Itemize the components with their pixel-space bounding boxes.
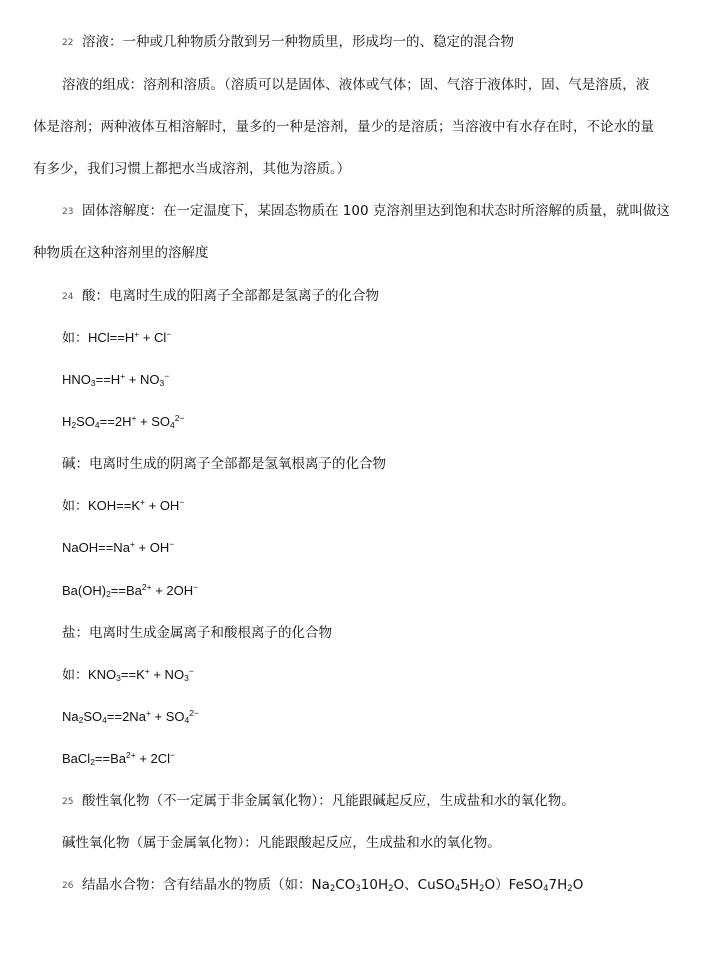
salt-equation-kno3: [62, 666, 194, 684]
subscript: 2: [329, 884, 336, 894]
equation-text: + 2Cl: [135, 751, 171, 766]
equation-text: 如：HCl==H: [62, 330, 135, 345]
equation-text: BaCl: [62, 751, 91, 766]
equation-text: + SO: [136, 414, 171, 429]
item-number: 26: [62, 881, 74, 891]
equation-text: SO: [76, 414, 95, 429]
solution-composition-line-3: 有多少，我们习惯上都把水当成溶剂，其他为溶质。）: [33, 161, 351, 177]
item-number: 23: [62, 207, 74, 217]
hydrate-text: O: [572, 877, 584, 893]
base-equation-baoh2: [62, 582, 198, 600]
subscript: 4: [454, 884, 461, 894]
charge: 2+: [126, 750, 136, 760]
base-equation-koh: [62, 497, 184, 515]
paragraph-25-oxides: [62, 792, 575, 811]
subscript: 3: [116, 673, 121, 683]
subscript: 2: [90, 757, 95, 767]
equation-text: + OH: [134, 540, 170, 555]
acid-definition: 酸：电离时生成的阳离子全部都是氢离子的化合物: [82, 288, 379, 304]
base-definition: 碱：电离时生成的阴离子全部都是氢氧根离子的化合物: [62, 456, 386, 472]
acidic-oxide-definition: 酸性氧化物（不一定属于非金属氧化物）：凡能跟碱起反应，生成盐和水的氧化物。: [82, 793, 575, 809]
equation-text: Ba(OH): [62, 583, 107, 598]
charge: −: [193, 582, 199, 592]
charge: −: [169, 539, 175, 549]
hydrate-text: O）FeSO: [484, 877, 544, 893]
charge: +: [134, 329, 140, 339]
equation-text: ==2Na: [106, 709, 146, 724]
acid-equation-h2so4: [62, 413, 184, 431]
subscript: 2: [567, 884, 573, 894]
base-equation-naoh: [62, 539, 174, 557]
equation-text: NaOH==Na: [62, 540, 130, 555]
equation-text: Na: [62, 709, 79, 724]
charge: +: [145, 708, 151, 718]
salt-equation-na2so4: [62, 708, 199, 726]
subscript: 2: [479, 884, 485, 894]
charge: 2−: [174, 413, 185, 423]
subscript: 4: [170, 420, 175, 430]
equation-text: + 2OH: [151, 583, 194, 598]
equation-text: HNO: [62, 372, 91, 387]
charge: −: [170, 750, 176, 760]
basic-oxide-definition: 碱性氧化物（属于金属氧化物）：凡能跟酸起反应，生成盐和水的氧化物。: [62, 835, 501, 851]
equation-text: SO: [83, 709, 103, 724]
paragraph-23-solubility: [62, 202, 670, 221]
charge: +: [140, 497, 145, 507]
subscript: 2: [388, 884, 394, 894]
solution-composition-line-2: 体是溶剂；两种液体互相溶解时，量多的一种是溶剂，量少的是溶质；当溶液中有水存在时，不论水的量: [33, 119, 654, 135]
charge: +: [131, 413, 137, 423]
subscript: 3: [355, 884, 361, 894]
equation-text: ==K: [120, 667, 145, 682]
charge: +: [129, 539, 135, 549]
equation-text: + NO: [125, 372, 160, 387]
subscript: 4: [543, 884, 549, 894]
hydrate-text: CO: [335, 877, 356, 893]
hydrate-text: 10H: [360, 877, 389, 893]
charge: +: [120, 371, 126, 381]
solution-composition-line-1: 溶液的组成：溶剂和溶质。（溶质可以是固体、液体或气体；固、气溶于液体时，固、气是溶质，液: [62, 77, 650, 93]
subscript: 3: [184, 673, 189, 683]
charge: 2−: [189, 708, 199, 718]
subscript: 3: [90, 378, 96, 388]
equation-text: ==Ba: [110, 583, 142, 598]
equation-text: + NO: [149, 667, 185, 682]
solution-definition: 溶液：一种或几种物质分散到另一种物质里，形成均一的、稳定的混合物: [82, 34, 514, 50]
equation-text: ==H: [95, 372, 121, 387]
hydrate-text: 7H: [548, 877, 568, 893]
equation-text: H: [62, 414, 72, 429]
item-number: 25: [62, 797, 74, 807]
charge: −: [188, 666, 194, 676]
subscript: 2: [78, 715, 84, 725]
equation-text: 如：KNO: [62, 667, 117, 682]
hydrate-text: 结晶水合物：含有结晶水的物质（如：Na: [82, 877, 330, 893]
equation-text: + Cl: [139, 330, 167, 345]
hydrate-text: O、CuSO: [393, 877, 455, 893]
charge: −: [166, 329, 172, 339]
hydrate-text: 5H: [460, 877, 480, 893]
charge: 2+: [141, 582, 152, 592]
paragraph-24-acid: [62, 287, 379, 306]
equation-text: ==2H: [99, 414, 132, 429]
paragraph-26-hydrates: [62, 876, 583, 895]
equation-text: ==Ba: [94, 751, 127, 766]
hydrate-definition: [82, 877, 583, 893]
item-number: 24: [62, 292, 74, 302]
equation-text: + SO: [150, 709, 185, 724]
charge: −: [179, 497, 185, 507]
subscript: 2: [71, 420, 77, 430]
acid-equation-hcl: [62, 329, 171, 347]
paragraph-22-definition: [62, 33, 514, 52]
subscript: 3: [159, 378, 165, 388]
subscript: 2: [106, 589, 111, 599]
acid-equation-hno3: [62, 371, 169, 389]
subscript: 4: [184, 715, 190, 725]
equation-text: + OH: [145, 498, 180, 513]
charge: +: [144, 666, 150, 676]
subscript: 4: [102, 715, 107, 725]
solubility-definition-line-1: 固体溶解度：在一定温度下，某固态物质在 100 克溶剂里达到饱和状态时所溶解的质量，就叫做这: [82, 203, 670, 219]
salt-definition: 盐：电离时生成金属离子和酸根离子的化合物: [62, 625, 332, 641]
subscript: 4: [94, 420, 100, 430]
charge: −: [164, 371, 170, 381]
solubility-definition-line-2: 种物质在这种溶剂里的溶解度: [33, 245, 209, 261]
equation-text: 如：KOH==K: [62, 498, 141, 513]
item-number: 22: [62, 38, 74, 48]
salt-equation-bacl2: [62, 750, 175, 768]
